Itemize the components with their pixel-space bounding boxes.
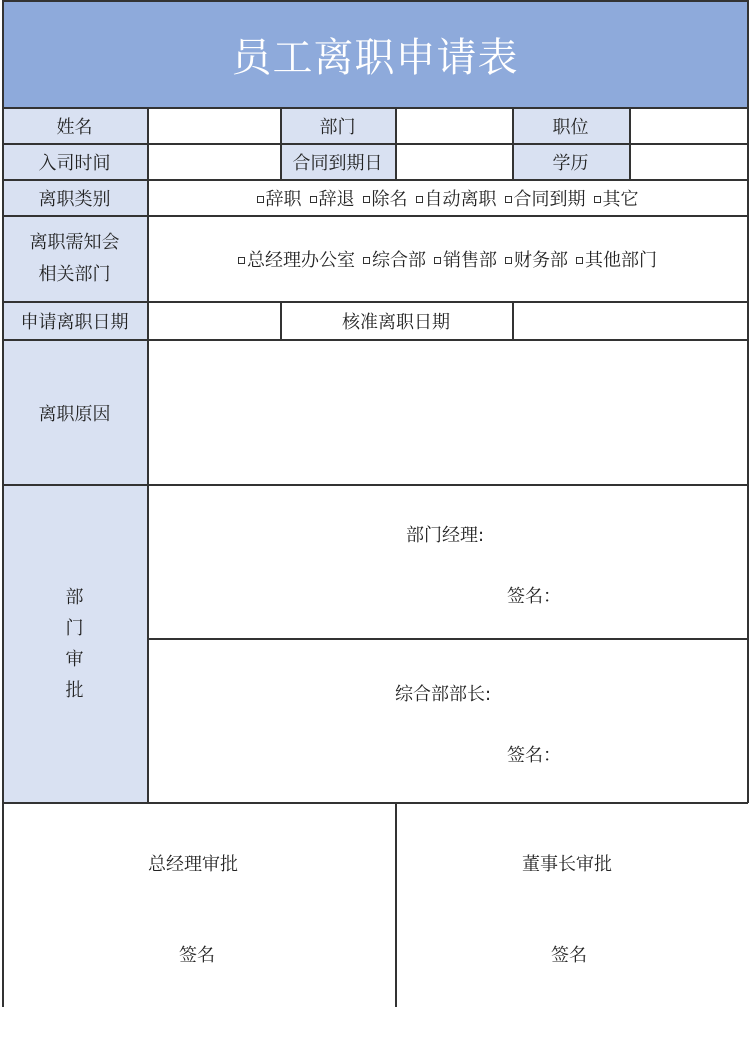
dept-approval-label-char: 批 xyxy=(65,680,84,701)
checkbox-icon[interactable] xyxy=(238,257,245,264)
resignation-type-options xyxy=(147,180,748,216)
position-field[interactable] xyxy=(629,108,748,144)
apply-date-field[interactable] xyxy=(147,302,280,340)
resignation-type-option-label: 自动离职 xyxy=(424,189,497,210)
approve-date-label: 核准离职日期 xyxy=(342,312,450,333)
checkbox-icon[interactable] xyxy=(576,257,583,264)
dept-approval-label-char: 审 xyxy=(65,649,84,670)
hire-date-field[interactable] xyxy=(147,144,280,180)
apply-date-label: 申请离职日期 xyxy=(2,302,147,340)
resignation-form xyxy=(2,0,748,1007)
checkbox-icon[interactable] xyxy=(310,196,317,203)
admin-head-signature[interactable]: 签名： xyxy=(507,745,561,766)
dept-manager-label: 部门经理: xyxy=(406,525,485,546)
contract-end-label: 合同到期日 xyxy=(280,144,395,180)
checkbox-icon[interactable] xyxy=(363,257,370,264)
resignation-type-option-label: 其它 xyxy=(602,189,639,210)
resignation-type-option-label: 辞职 xyxy=(265,189,302,210)
notify-dept-option[interactable] xyxy=(576,246,657,272)
resignation-type-option[interactable] xyxy=(416,185,497,211)
resignation-type-option[interactable] xyxy=(505,185,586,211)
checkbox-icon[interactable] xyxy=(594,196,601,203)
notify-dept-label-line2: 相关部门 xyxy=(38,264,111,285)
notify-dept-option-label: 其他部门 xyxy=(585,250,657,271)
education-field[interactable] xyxy=(629,144,748,180)
chairman-approval-label: 董事长审批 xyxy=(522,854,612,875)
notify-dept-option-label: 销售部 xyxy=(443,250,497,271)
resignation-type-option[interactable] xyxy=(257,185,302,211)
notify-dept-options xyxy=(147,216,748,302)
name-field[interactable] xyxy=(147,108,280,144)
dept-approval-label xyxy=(2,485,147,803)
form-title: 员工离职申请表 xyxy=(2,0,748,108)
notify-dept-option-label: 综合部 xyxy=(372,250,426,271)
notify-dept-option[interactable] xyxy=(238,246,355,272)
dept-label: 部门 xyxy=(280,108,395,144)
checkbox-icon[interactable] xyxy=(505,257,512,264)
approve-date-field[interactable] xyxy=(512,302,748,340)
checkbox-icon[interactable] xyxy=(363,196,370,203)
contract-end-field[interactable] xyxy=(395,144,512,180)
notify-dept-option[interactable] xyxy=(505,246,568,272)
hire-date-label: 入司时间 xyxy=(2,144,147,180)
notify-dept-label xyxy=(2,216,147,302)
notify-dept-option-label: 总经理办公室 xyxy=(247,250,355,271)
chairman-signature[interactable]: 签名 xyxy=(551,945,587,966)
admin-head-label: 综合部部长: xyxy=(395,684,492,705)
notify-dept-option[interactable] xyxy=(363,246,426,272)
checkbox-icon[interactable] xyxy=(257,196,264,203)
checkbox-icon[interactable] xyxy=(416,196,423,203)
dept-approval-label-char: 部 xyxy=(65,587,84,608)
resignation-type-option[interactable] xyxy=(594,185,639,211)
position-label: 职位 xyxy=(512,108,629,144)
resignation-type-option[interactable] xyxy=(310,185,355,211)
checkbox-icon[interactable] xyxy=(505,196,512,203)
notify-dept-label-line1: 离职需知会 xyxy=(29,232,120,253)
resignation-type-option[interactable] xyxy=(363,185,408,211)
education-label: 学历 xyxy=(512,144,629,180)
notify-dept-option[interactable] xyxy=(434,246,497,272)
dept-approval-label-char: 门 xyxy=(65,618,84,639)
resignation-type-option-label: 除名 xyxy=(371,189,408,210)
dept-manager-signature[interactable]: 签名： xyxy=(507,586,561,607)
resignation-type-option-label: 辞退 xyxy=(318,189,355,210)
name-label: 姓名 xyxy=(2,108,147,144)
reason-label: 离职原因 xyxy=(2,340,147,485)
dept-field[interactable] xyxy=(395,108,512,144)
reason-field[interactable] xyxy=(147,340,748,485)
resignation-type-label: 离职类别 xyxy=(2,180,147,216)
resignation-type-option-label: 合同到期 xyxy=(513,189,586,210)
gm-approval-label: 总经理审批 xyxy=(148,854,238,875)
notify-dept-option-label: 财务部 xyxy=(514,250,568,271)
gm-signature[interactable]: 签名 xyxy=(179,945,215,966)
checkbox-icon[interactable] xyxy=(434,257,441,264)
